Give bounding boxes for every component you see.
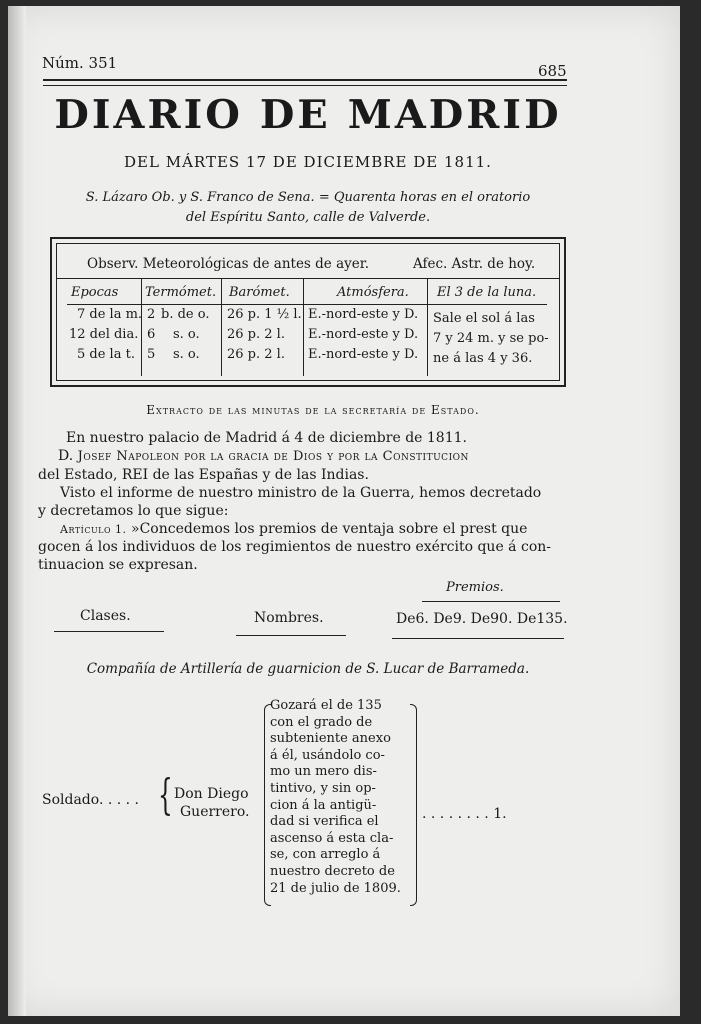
- col-header-barometro: Barómet.: [229, 285, 290, 300]
- weather-table: [50, 237, 566, 387]
- premios-rule: [422, 601, 560, 602]
- dateline: DEL MÁRTES 17 DE DICIEMBRE DE 1811.: [124, 153, 492, 171]
- decree-line-3: del Estado, REI de las Españas y de las Indias.: [38, 467, 369, 483]
- row1-barom: 26 p. 1 ½ l.: [227, 307, 302, 322]
- note-line: dad si verifica el: [270, 814, 379, 830]
- premios-label: Premios.: [446, 580, 504, 595]
- note-line: Gozará el de 135: [270, 698, 382, 713]
- page-gutter-shadow: [8, 6, 26, 1016]
- col-divider: [141, 278, 142, 376]
- saints-of-day: [48, 188, 568, 228]
- note-line: nuestro decreto de: [270, 863, 395, 879]
- premio-columns-header: De6. De9. De90. De135.: [396, 611, 568, 627]
- decree-line-7: gocen á los individuos de los regimientos de nuestro exército que á con-: [38, 539, 551, 555]
- nombres-rule: [236, 635, 346, 636]
- decree-line-5: y decretamos lo que sigue:: [38, 503, 229, 519]
- decree-line-2-king: Josef Napoleon por la gracia de Dios y por la Constitucion: [77, 449, 469, 464]
- col-header-termometro: Termómet.: [145, 285, 217, 300]
- premio-columns-rule: [392, 638, 564, 639]
- moon-line-2: 7 y 24 m. y se po-: [433, 331, 549, 346]
- col-header-atmosfera: Atmósfera.: [337, 285, 409, 300]
- note-line: mo un mero dis-: [270, 764, 377, 780]
- clases-rule: [54, 631, 164, 632]
- note-line: ascenso á esta cla-: [270, 830, 394, 846]
- clases-header: Clases.: [80, 608, 131, 624]
- row1-epoca: 7 de la m.: [77, 307, 143, 322]
- weather-table-inner-border: [56, 243, 560, 381]
- weather-heading-right: Afec. Astr. de hoy.: [413, 256, 536, 272]
- row3-term-a: 5: [147, 347, 156, 362]
- entry-note: [270, 698, 410, 897]
- page-number: 685: [538, 62, 567, 80]
- note-line: á él, usándolo co-: [270, 747, 385, 763]
- note-line: se, con arreglo á: [270, 847, 381, 863]
- col-divider: [303, 278, 304, 376]
- row2-term-a: 6: [147, 327, 156, 342]
- note-line: tintivo, y sin op-: [270, 780, 376, 796]
- decree-article-1: [60, 521, 600, 537]
- note-line: 21 de julio de 1809.: [270, 880, 401, 896]
- section-heading-extracto: Extracto de las minutas de la secretaría de Estado.: [146, 403, 480, 417]
- decree-line-2-prefix: D.: [58, 448, 78, 464]
- article-text: »Concedemos los premios de ventaja sobre el prest que: [126, 521, 528, 537]
- row1-term-a: 2: [147, 307, 156, 322]
- note-line: subteniente anexo: [270, 731, 391, 747]
- note-line: con el grado de: [270, 714, 373, 730]
- header-rule-thin: [43, 85, 567, 86]
- decree-line-1: En nuestro palacio de Madrid á 4 de diciembre de 1811.: [66, 430, 467, 446]
- row2-epoca: 12 del dia.: [69, 327, 139, 342]
- newspaper-page: [8, 6, 680, 1016]
- entry-name-1: Don Diego: [174, 786, 249, 802]
- article-label: Artículo 1.: [60, 523, 127, 536]
- col-divider: [221, 278, 222, 376]
- row3-barom: 26 p. 2 l.: [227, 347, 285, 362]
- entry-rank: Soldado. . . . .: [42, 792, 140, 808]
- col-header-luna: El 3 de la luna.: [437, 285, 537, 300]
- row3-term-b: s. o.: [173, 347, 200, 362]
- row1-term-b: b. de o.: [161, 307, 210, 322]
- moon-line-1: Sale el sol á las: [433, 311, 535, 326]
- moon-line-3: ne á las 4 y 36.: [433, 351, 533, 366]
- entry-name-2: Guerrero.: [180, 804, 250, 820]
- col-header-epocas: Epocas: [71, 285, 119, 300]
- row2-atm: E.-nord-este y D.: [308, 327, 419, 342]
- decree-line-4: Visto el informe de nuestro ministro de la Guerra, hemos decretado: [60, 485, 542, 501]
- decree-line-8: tinuacion se expresan.: [38, 557, 198, 573]
- masthead-title: DIARIO DE MADRID: [54, 92, 562, 138]
- weather-heading-rule: [57, 278, 559, 279]
- saints-line-2: del Espíritu Santo, calle de Valverde.: [185, 210, 431, 225]
- entry-premio-value: . . . . . . . . 1.: [422, 806, 507, 822]
- row1-atm: E.-nord-este y D.: [308, 307, 419, 322]
- col-divider: [427, 278, 428, 376]
- company-heading: Compañía de Artillería de guarnicion de S. Lucar de Barrameda.: [86, 661, 530, 677]
- nombres-header: Nombres.: [254, 610, 324, 626]
- issue-number: Núm. 351: [42, 54, 118, 72]
- row2-barom: 26 p. 2 l.: [227, 327, 285, 342]
- saints-line-1: S. Lázaro Ob. y S. Franco de Sena. = Quarenta horas en el oratorio: [85, 190, 531, 205]
- weather-heading-left: Observ. Meteorológicas de antes de ayer.: [87, 256, 370, 272]
- row2-term-b: s. o.: [173, 327, 200, 342]
- header-rule-thick: [43, 79, 567, 81]
- row3-epoca: 5 de la t.: [77, 347, 135, 362]
- note-line: cion á la antigü-: [270, 797, 377, 813]
- left-brace: {: [158, 770, 173, 819]
- row3-atm: E.-nord-este y D.: [308, 347, 419, 362]
- col-header-rule: [67, 304, 547, 305]
- decree-line-2: [58, 448, 598, 464]
- note-bracket-right: [410, 704, 417, 906]
